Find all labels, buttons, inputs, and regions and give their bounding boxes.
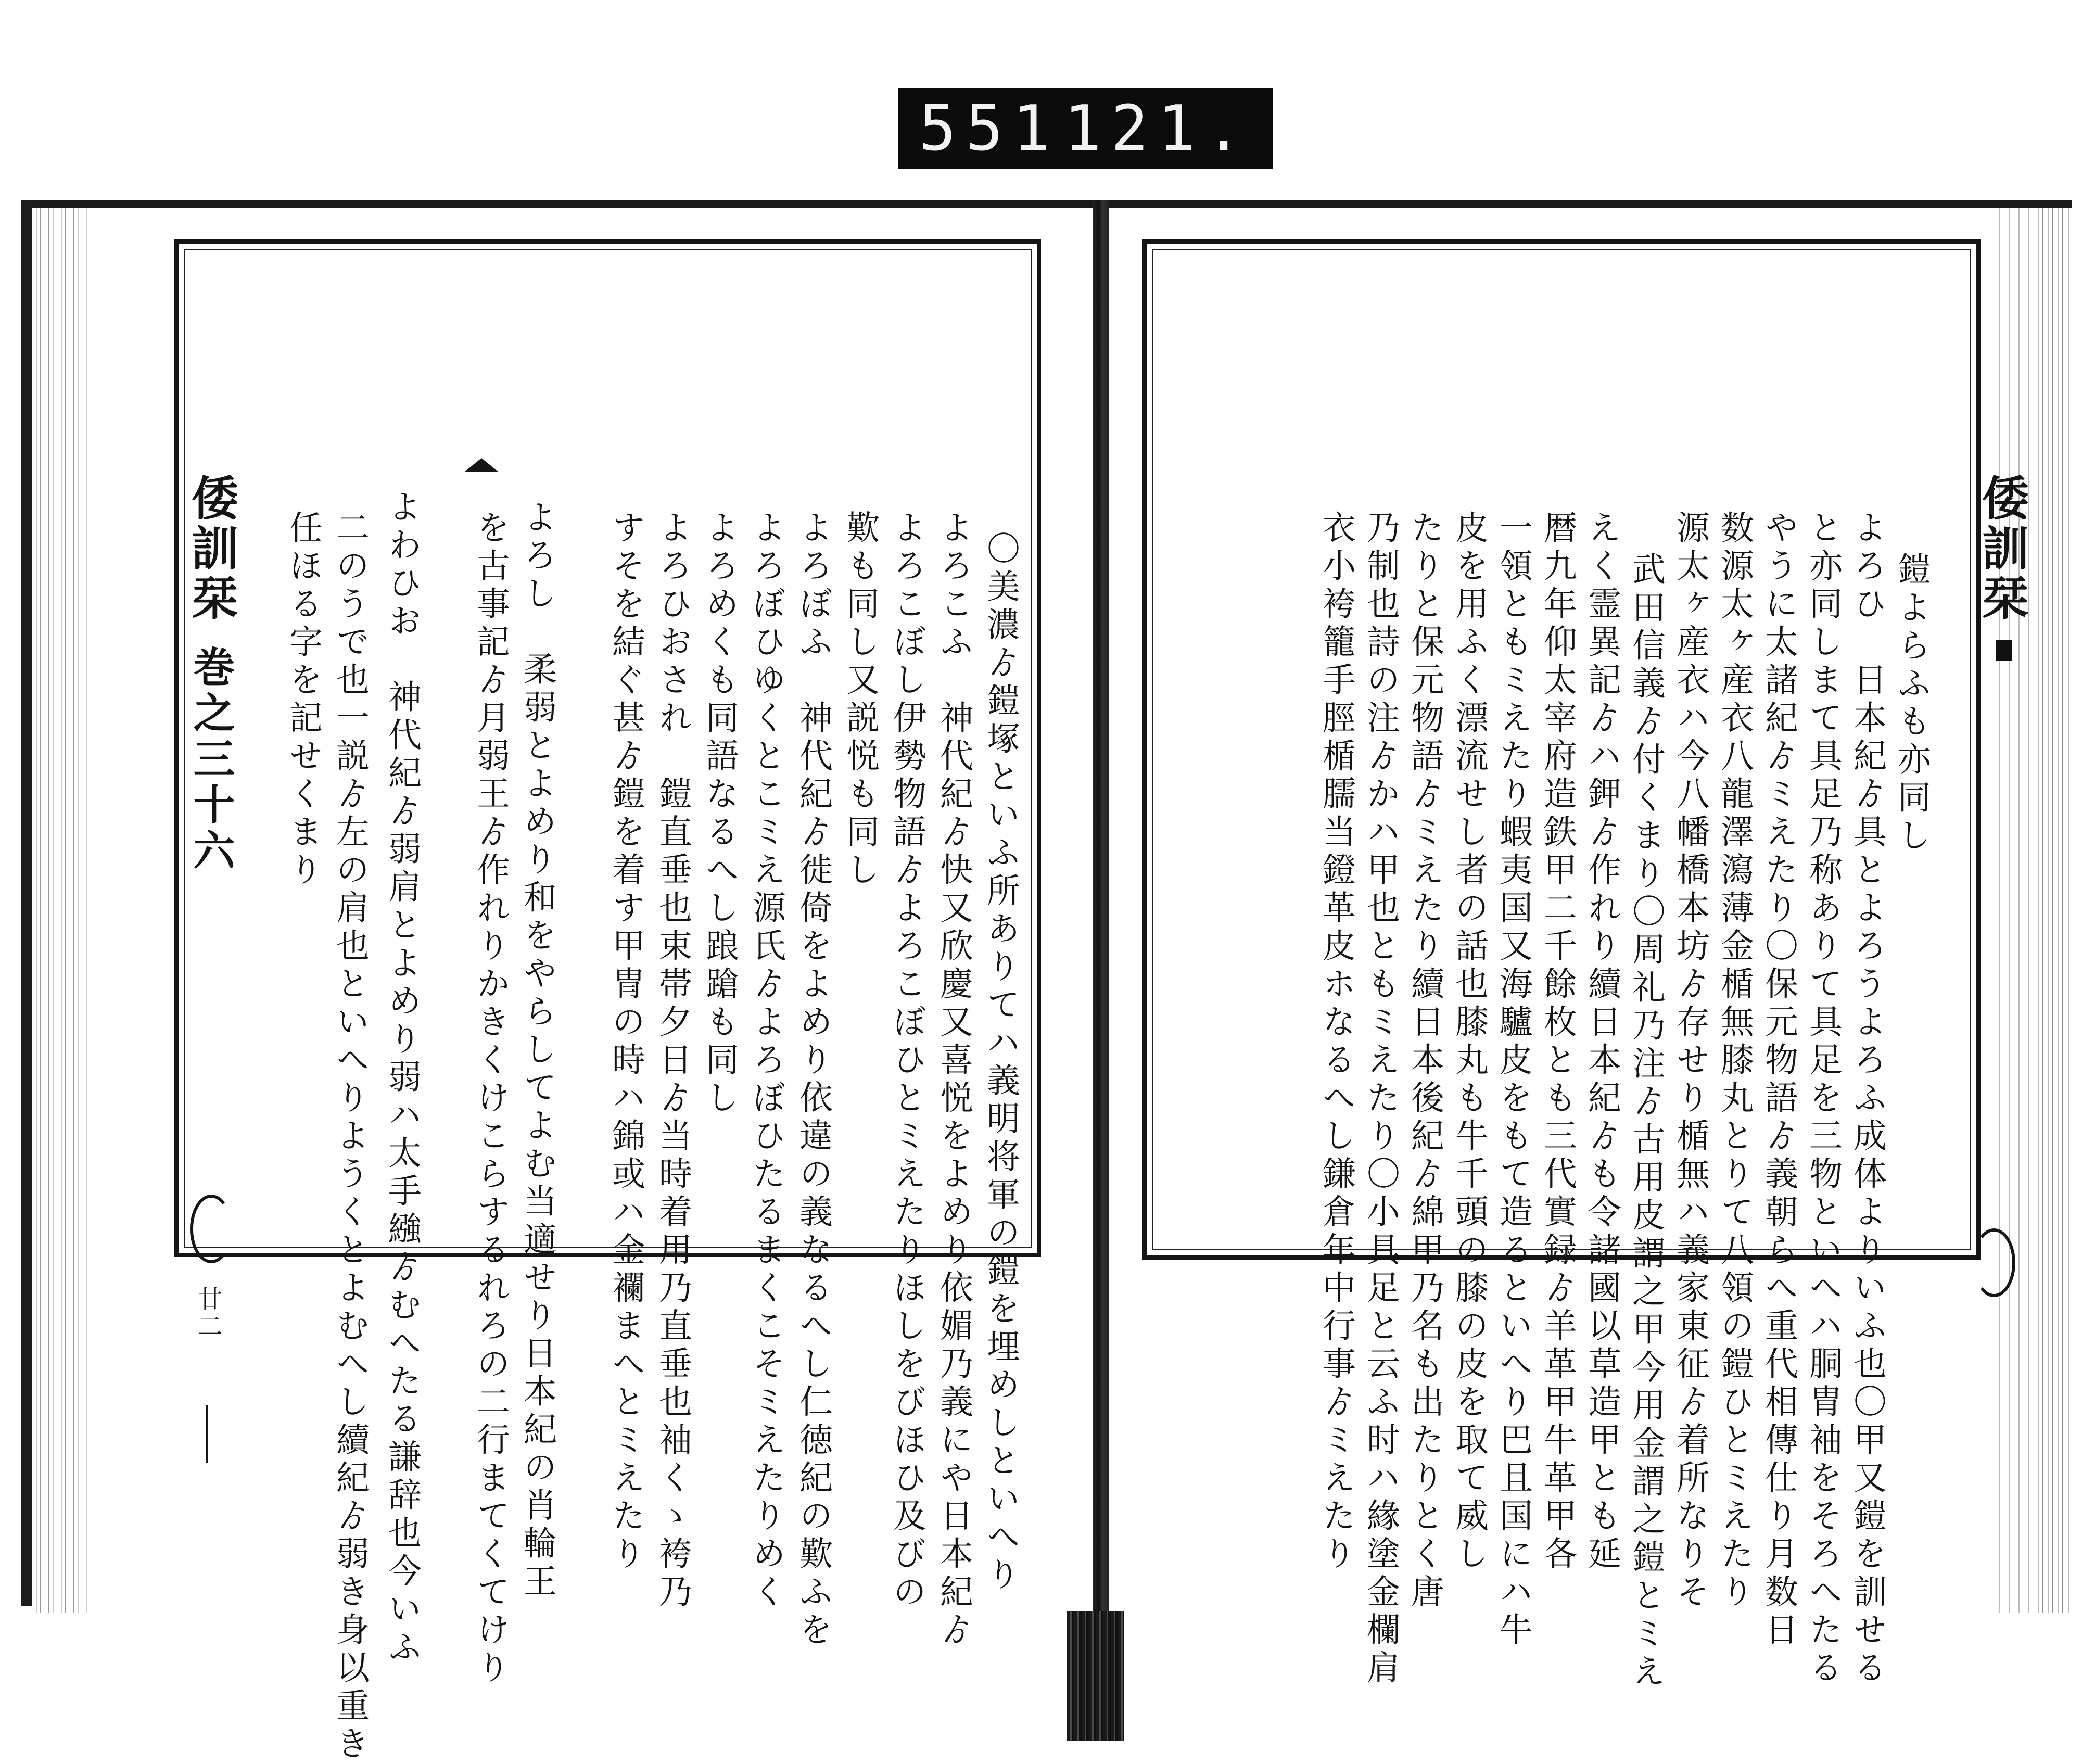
right-col-12: たりと保元物語ゟミえたり續日本後紀ゟ綿甲乃名も出たりとく唐 (1405, 510, 1444, 1612)
left-col-13: 二のうで也一説ゟ左の肩也といへりようくとよむへし續紀ゟ弱き身以重き (331, 510, 369, 1764)
left-margin-title: 倭訓栞 (183, 474, 238, 624)
left-col-10: よろし 柔弱とよめり和をやらしてよむ当適せり日本紀の肖輪王 (518, 500, 556, 1602)
right-col-1: 鎧よらふも亦同し (1892, 552, 1931, 856)
left-col-6: よろぼひゆくとこミえ源氏ゟよろぼひたるまくこそミえたりめく (747, 510, 785, 1612)
fold-circle-mark-left (190, 1195, 233, 1263)
page-edges-right (1994, 208, 2072, 1613)
margin-ink-band (1996, 640, 2012, 661)
book-spine (1093, 200, 1109, 1637)
right-margin-title: 倭訓栞 (1974, 474, 2029, 624)
left-col-12: よわひお 神代紀ゟ弱肩とよめり弱ハ太手繈ゟむへたる謙辞也今いふ (383, 489, 421, 1667)
left-col-5: よろぼふ 神代紀ゟ徙倚をよめり依違の義なるへし仁徳紀の歎ふを (794, 510, 832, 1650)
film-number-right: 121. (1064, 93, 1252, 165)
right-col-10: 一領ともミえたり蝦夷国又海驢皮をもて造るといへり巴且国にハ牛 (1494, 510, 1532, 1650)
page-edges-left (32, 208, 90, 1613)
right-col-9: 暦九年仰太宰府造鉄甲二千餘枚とも三代實録ゟ羊革甲牛革甲各 (1538, 510, 1577, 1574)
right-col-14: 衣小袴籠手脛楯臑当鐙革皮ホなるへし鎌倉年中行事ゟミえたり (1317, 510, 1355, 1574)
book-left-edge (21, 200, 32, 1606)
left-col-3: よろこぼし伊勢物語ゟよろこぼひとミえたりほしをびほひ及びの (887, 510, 926, 1612)
left-col-4: 歎も同し又説悦も同し (841, 510, 879, 890)
section-triangle-mark (465, 458, 498, 472)
left-col-1: 〇美濃ゟ鎧塚といふ所ありてハ義明将軍の鎧を埋めしといへり (981, 531, 1020, 1595)
left-col-8: よろひおされ 鎧直垂也束帯夕日ゟ当時着用乃直垂也袖くゝ袴乃 (653, 510, 692, 1612)
microfilm-label (898, 88, 1273, 169)
left-folio: 廿二 (193, 1286, 222, 1341)
left-margin-volume: 巻之三十六 (186, 645, 235, 874)
right-col-8: えく霊異記ゟハ鉀ゟ作れり續日本紀ゟも令諸國以草造甲とも延 (1582, 510, 1621, 1574)
left-col-2: よろこふ 神代紀ゟ快又欣慶又喜悦をよめり依媚乃義にや日本紀ゟ (934, 510, 973, 1650)
margin-rule (206, 1405, 208, 1463)
left-col-7: よろめくも同語なるへし踉蹌も同し (700, 510, 739, 1118)
spine-shadow (1067, 1611, 1124, 1741)
right-col-4: やうに太諸紀ゟミえたり〇保元物語ゟ義朝らへ重代相傳仕り月数日 (1759, 510, 1798, 1650)
left-col-11: を古事記ゟ月弱王ゟ作れりかきくけこらするれろの二行まてくてけり (471, 510, 510, 1688)
left-col-9: すそを結ぐ甚ゟ鎧を着す甲冑の時ハ錦或ハ金襴まへとミえたり (606, 510, 645, 1574)
right-col-3: と亦同しまて具足乃称ありて具足を三物といへハ胴胄袖をそろへたる (1804, 510, 1842, 1688)
book-top-edge (21, 200, 2072, 208)
right-col-13: 乃制也詩の注ゟかハ甲也ともミえたり〇小具足と云ふ时ハ緣塗金欄肩 (1361, 510, 1400, 1688)
right-col-2: よろひ 日本紀ゟ具とよろうよろふ成体よりいふ也〇甲又鎧を訓せる (1848, 510, 1886, 1688)
right-col-7: 武田信義ゟ付くまり〇周礼乃注ゟ古用皮謂之甲今用金謂之鎧とミえ (1627, 552, 1665, 1692)
film-number-left: 551 (919, 93, 1060, 165)
right-col-5: 数源太ヶ産衣八龍澤瀉薄金楯無膝丸とりて八領の鎧ひとミえたり (1715, 510, 1754, 1612)
right-col-6: 源太ヶ産衣ハ今八幡橋本坊ゟ存せり楯無ハ義家東征ゟ着所なりそ (1671, 510, 1709, 1612)
fold-circle-mark (1973, 1228, 2015, 1297)
right-col-11: 皮を用ふく漂流せし者の話也膝丸も牛千頭の膝の皮を取て威し (1450, 510, 1488, 1574)
left-col-14: 任ほる字を記せくまり (284, 510, 322, 890)
